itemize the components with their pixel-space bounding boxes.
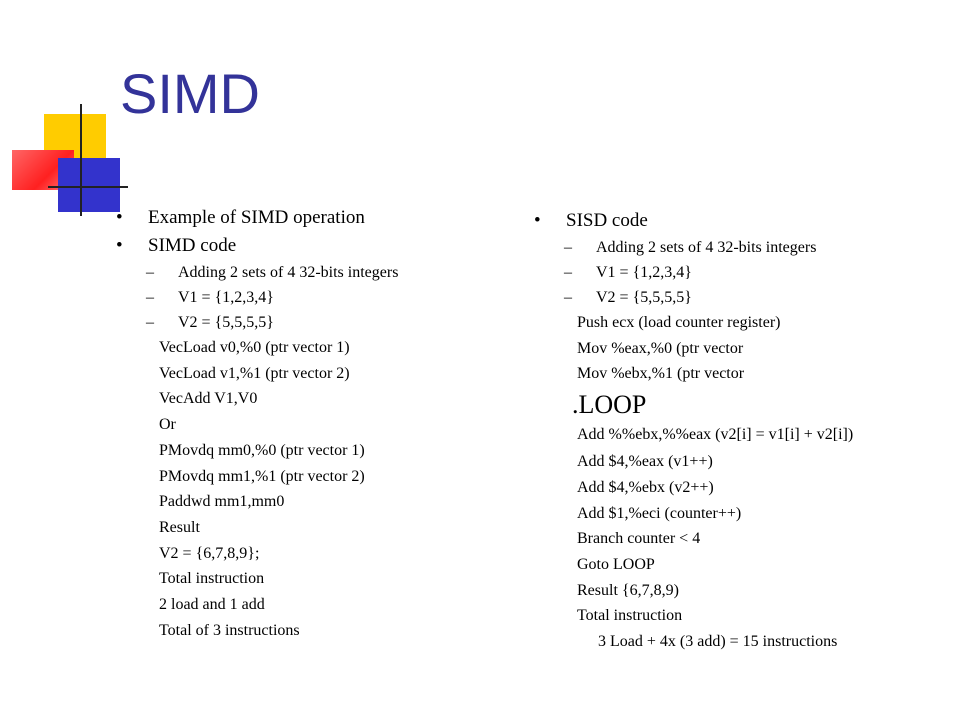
code-line: PMovdq mm1,%1 (ptr vector 2) xyxy=(159,467,365,485)
code-line: Mov %eax,%0 (ptr vector xyxy=(577,339,744,357)
sub-bullet-item: – V1 = {1,2,3,4} xyxy=(146,289,274,306)
left-column xyxy=(116,204,516,643)
code-line: Total instruction xyxy=(577,607,683,625)
sub-bullet-item: – V2 = {5,5,5,5} xyxy=(564,289,692,306)
sub-bullet-text: V1 = {1,2,3,4} xyxy=(596,264,692,281)
code-line: PMovdq mm0,%0 (ptr vector 1) xyxy=(159,441,365,459)
code-line: VecLoad v0,%0 (ptr vector 1) xyxy=(159,339,350,356)
sub-bullet-text: Adding 2 sets of 4 32-bits integers xyxy=(596,239,817,256)
sub-bullet-item: – Adding 2 sets of 4 32-bits integers xyxy=(564,239,817,256)
code-line: Add $1,%eci (counter++) xyxy=(577,504,742,522)
decor-blue-square xyxy=(58,158,120,212)
code-line: Branch counter < 4 xyxy=(577,530,701,548)
code-line: Add $4,%eax (v1++) xyxy=(577,453,713,471)
code-line: V2 = {6,7,8,9}; xyxy=(159,544,260,562)
code-line: VecAdd V1,V0 xyxy=(159,390,258,408)
code-line: Or xyxy=(159,416,176,434)
decor-horizontal-line xyxy=(48,186,128,188)
code-line: Add $4,%ebx (v2++) xyxy=(577,478,714,496)
code-line: Mov %ebx,%1 (ptr vector xyxy=(577,365,745,383)
bullet-item: • SISD code xyxy=(534,210,648,231)
bullet-text: SIMD code xyxy=(148,235,237,256)
sub-bullet-text: V2 = {5,5,5,5} xyxy=(178,314,274,331)
loop-label: .LOOP xyxy=(572,390,647,420)
code-line: Push ecx (load counter register) xyxy=(577,314,781,331)
code-line: Result {6,7,8,9) xyxy=(577,581,679,599)
sub-bullet-text: V1 = {1,2,3,4} xyxy=(178,289,274,306)
code-line: Total instruction xyxy=(159,570,265,588)
code-line: Add %%ebx,%%eax (v2[i] = v1[i] + v2[i]) xyxy=(577,426,854,444)
code-line: Result xyxy=(159,518,200,536)
sub-bullet-text: V2 = {5,5,5,5} xyxy=(596,289,692,306)
code-line: 2 load and 1 add xyxy=(159,596,265,614)
right-column xyxy=(534,207,954,655)
bullet-text: Example of SIMD operation xyxy=(148,207,365,228)
code-line-total: 3 Load + 4x (3 add) = 15 instructions xyxy=(598,633,838,651)
decor-vertical-line xyxy=(80,104,82,216)
code-line: VecLoad v1,%1 (ptr vector 2) xyxy=(159,364,350,382)
sub-bullet-item: – Adding 2 sets of 4 32-bits integers xyxy=(146,264,399,281)
bullet-item: • SIMD code xyxy=(116,235,237,256)
code-line: Paddwd mm1,mm0 xyxy=(159,493,285,511)
slide-title: SIMD xyxy=(120,62,260,125)
code-line: Total of 3 instructions xyxy=(159,621,300,639)
bullet-text: SISD code xyxy=(566,210,648,231)
sub-bullet-item: – V2 = {5,5,5,5} xyxy=(146,314,274,331)
bullet-item: • Example of SIMD operation xyxy=(116,207,365,228)
sub-bullet-item: – V1 = {1,2,3,4} xyxy=(564,264,692,281)
code-line: Goto LOOP xyxy=(577,555,655,573)
sub-bullet-text: Adding 2 sets of 4 32-bits integers xyxy=(178,264,399,281)
